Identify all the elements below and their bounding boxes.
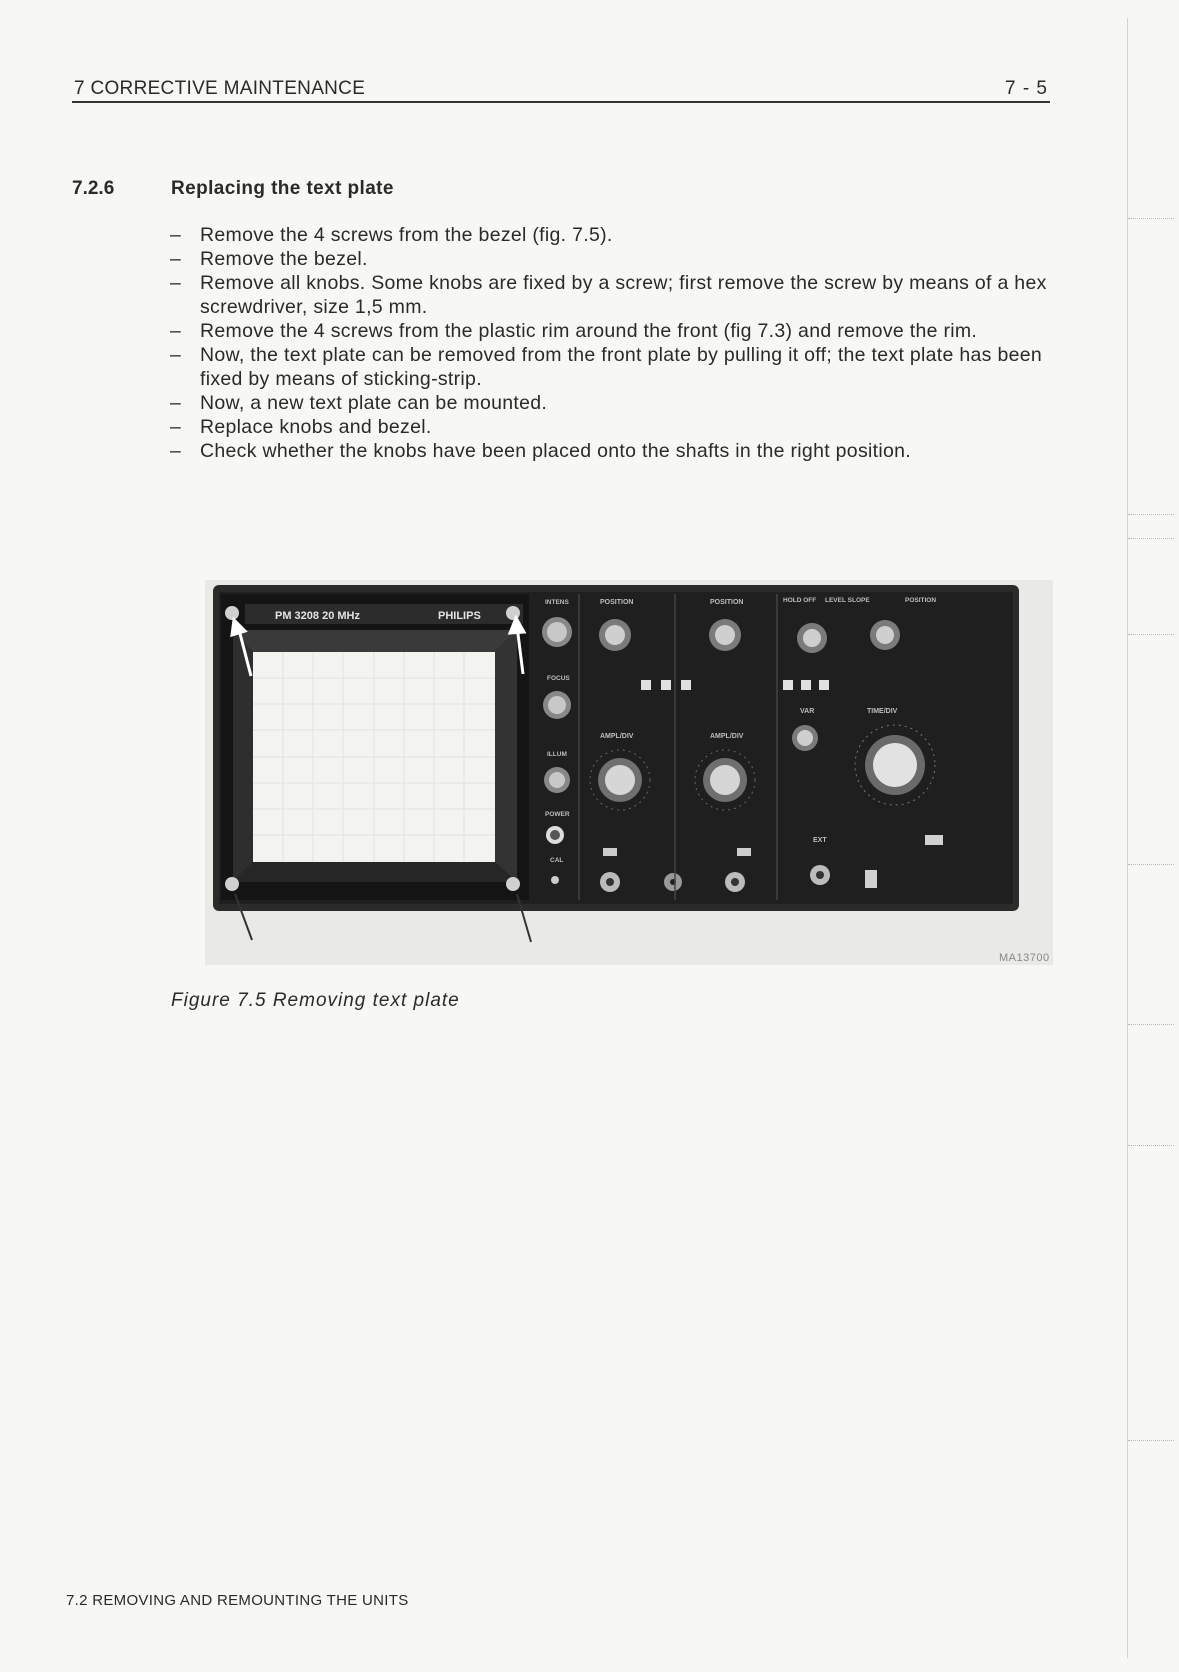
header-rule (72, 101, 1050, 103)
bezel-screw (225, 606, 239, 620)
slide-switch (603, 848, 617, 856)
bezel-screw (225, 877, 239, 891)
panel-label: FOCUS (547, 675, 570, 682)
section-title: Replacing the text plate (171, 178, 394, 199)
procedure-step: – Now, the text plate can be removed from the front plate by pulling it off; the text plate has been fixed by means of sticking-strip. (170, 344, 1043, 390)
panel-label: POSITION (710, 599, 744, 606)
page-margin-line (1127, 18, 1128, 1658)
margin-mark (1128, 1440, 1174, 1442)
margin-mark (1128, 1024, 1174, 1026)
panel-label: EXT (813, 837, 827, 844)
procedure-step: – Remove the 4 screws from the bezel (fig. 7.5). (170, 224, 613, 246)
panel-label: POSITION (600, 599, 634, 606)
chapter-title: 7 CORRECTIVE MAINTENANCE (74, 78, 366, 99)
panel-label: POSITION (905, 597, 937, 604)
cal-terminal (551, 876, 559, 884)
procedure-step: – Replace knobs and bezel. (170, 416, 432, 438)
oscilloscope-photo (205, 580, 1053, 965)
procedure-step: – Remove the 4 screws from the plastic rim around the front (fig 7.3) and remove the rim. (170, 320, 978, 342)
panel-label: VAR (800, 708, 815, 715)
model-label: PM 3208 20 MHz (275, 610, 360, 622)
procedure-step: – Remove all knobs. Some knobs are fixed by a screw; first remove the screw by means of a hex screwdriver, size 1,5 mm. (170, 272, 1047, 318)
bezel-screw (506, 877, 520, 891)
toggle-switch (865, 870, 877, 888)
panel-label: AMPL/DIV (710, 733, 744, 740)
brand-label: PHILIPS (438, 610, 481, 622)
slide-switch (925, 835, 943, 845)
section-number: 7.2.6 (72, 178, 115, 199)
page-footer: 7.2 REMOVING AND REMOUNTING THE UNITS (66, 1592, 409, 1609)
margin-mark (1128, 864, 1174, 866)
panel-label: TIME/DIV (867, 708, 898, 715)
page-number: 7 - 5 (1004, 78, 1048, 99)
panel-label: CAL (550, 857, 564, 864)
panel-label: POWER (545, 811, 570, 818)
panel-label: LEVEL SLOPE (825, 597, 870, 604)
panel-label: AMPL/DIV (600, 733, 634, 740)
figure-caption: Figure 7.5 Removing text plate (171, 990, 460, 1011)
panel-label: INTENS (545, 599, 569, 606)
procedure-steps (170, 223, 1050, 463)
panel-label: ILLUM (547, 751, 567, 758)
mode-buttons (641, 680, 691, 690)
margin-mark (1128, 1145, 1174, 1147)
figure-code: MA13700 (999, 952, 1050, 964)
procedure-step: – Remove the bezel. (170, 248, 368, 270)
margin-mark (1128, 538, 1174, 540)
trigger-buttons (783, 680, 829, 690)
panel-label: HOLD OFF (783, 597, 817, 604)
margin-mark (1128, 514, 1174, 516)
slide-switch (737, 848, 751, 856)
oscilloscope-illustration (205, 580, 1053, 965)
procedure-step: – Now, a new text plate can be mounted. (170, 392, 548, 414)
page-header (74, 78, 1048, 100)
procedure-step: – Check whether the knobs have been placed onto the shafts in the right position. (170, 440, 911, 462)
margin-mark (1128, 634, 1174, 636)
margin-mark (1128, 218, 1174, 220)
bezel-screw (506, 606, 520, 620)
